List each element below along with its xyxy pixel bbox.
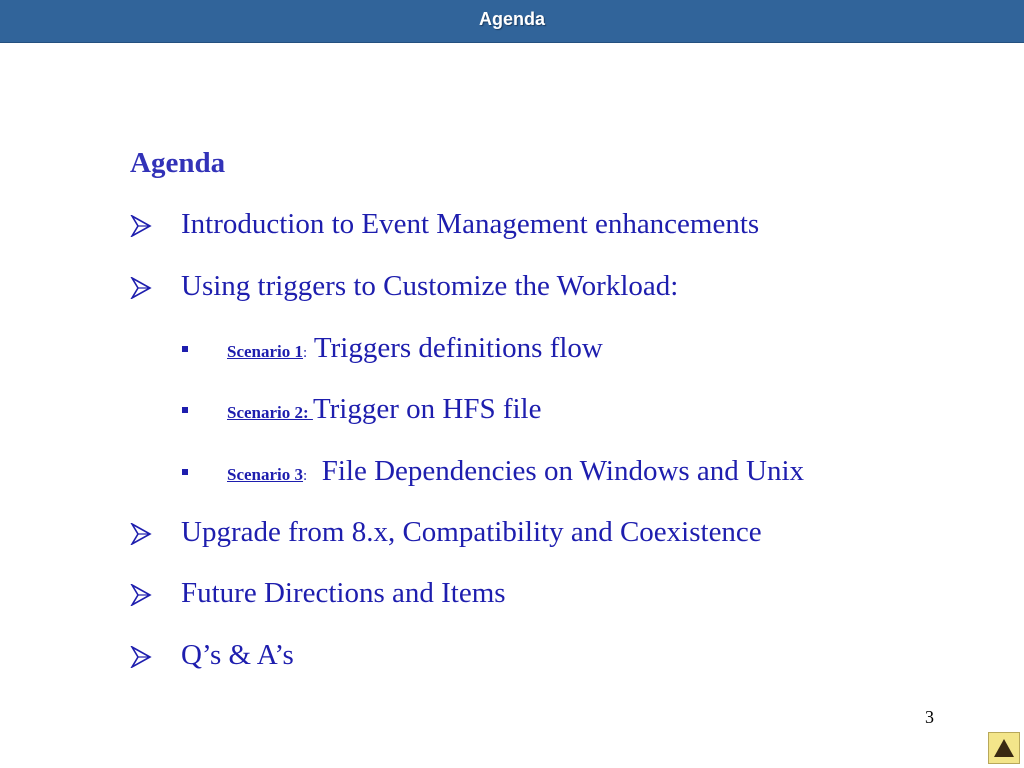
arrow-bullet-icon [130, 277, 152, 299]
agenda-item-label: Using triggers to Customize the Workload: [181, 270, 679, 302]
header-title: Agenda [478, 9, 545, 29]
scenario-3-separator: : [303, 468, 308, 484]
scenario-3-text: File Dependencies on Windows and Unix [307, 455, 805, 487]
scenario-3-link[interactable]: Scenario 3 [227, 465, 304, 484]
nav-up-button[interactable] [988, 732, 1020, 764]
arrow-bullet-icon [130, 215, 152, 237]
scenario-1-link[interactable]: Scenario 1 [227, 342, 304, 361]
scenario-2-text: Trigger on HFS file [312, 393, 542, 425]
square-bullet-icon [182, 407, 188, 413]
arrow-bullet-icon [130, 646, 152, 668]
square-bullet-icon [182, 346, 188, 352]
scenario-1-text: Triggers definitions flow [307, 332, 603, 364]
page-number: 3 [925, 707, 934, 727]
agenda-item-label: Future Directions and Items [181, 577, 506, 609]
square-bullet-icon [182, 469, 188, 475]
agenda-heading: Agenda [130, 147, 226, 179]
agenda-item-label: Introduction to Event Management enhancements [181, 208, 760, 240]
agenda-item-label: Upgrade from 8.x, Compatibility and Coexistence [181, 516, 762, 548]
scenario-1-separator: : [303, 345, 308, 361]
arrow-bullet-icon [130, 523, 152, 545]
arrow-bullet-icon [130, 584, 152, 606]
header-bar [0, 0, 1024, 43]
scenario-2-link[interactable]: Scenario 2: [227, 403, 313, 422]
up-triangle-icon [993, 737, 1015, 759]
agenda-item-label: Q’s & A’s [181, 639, 294, 671]
